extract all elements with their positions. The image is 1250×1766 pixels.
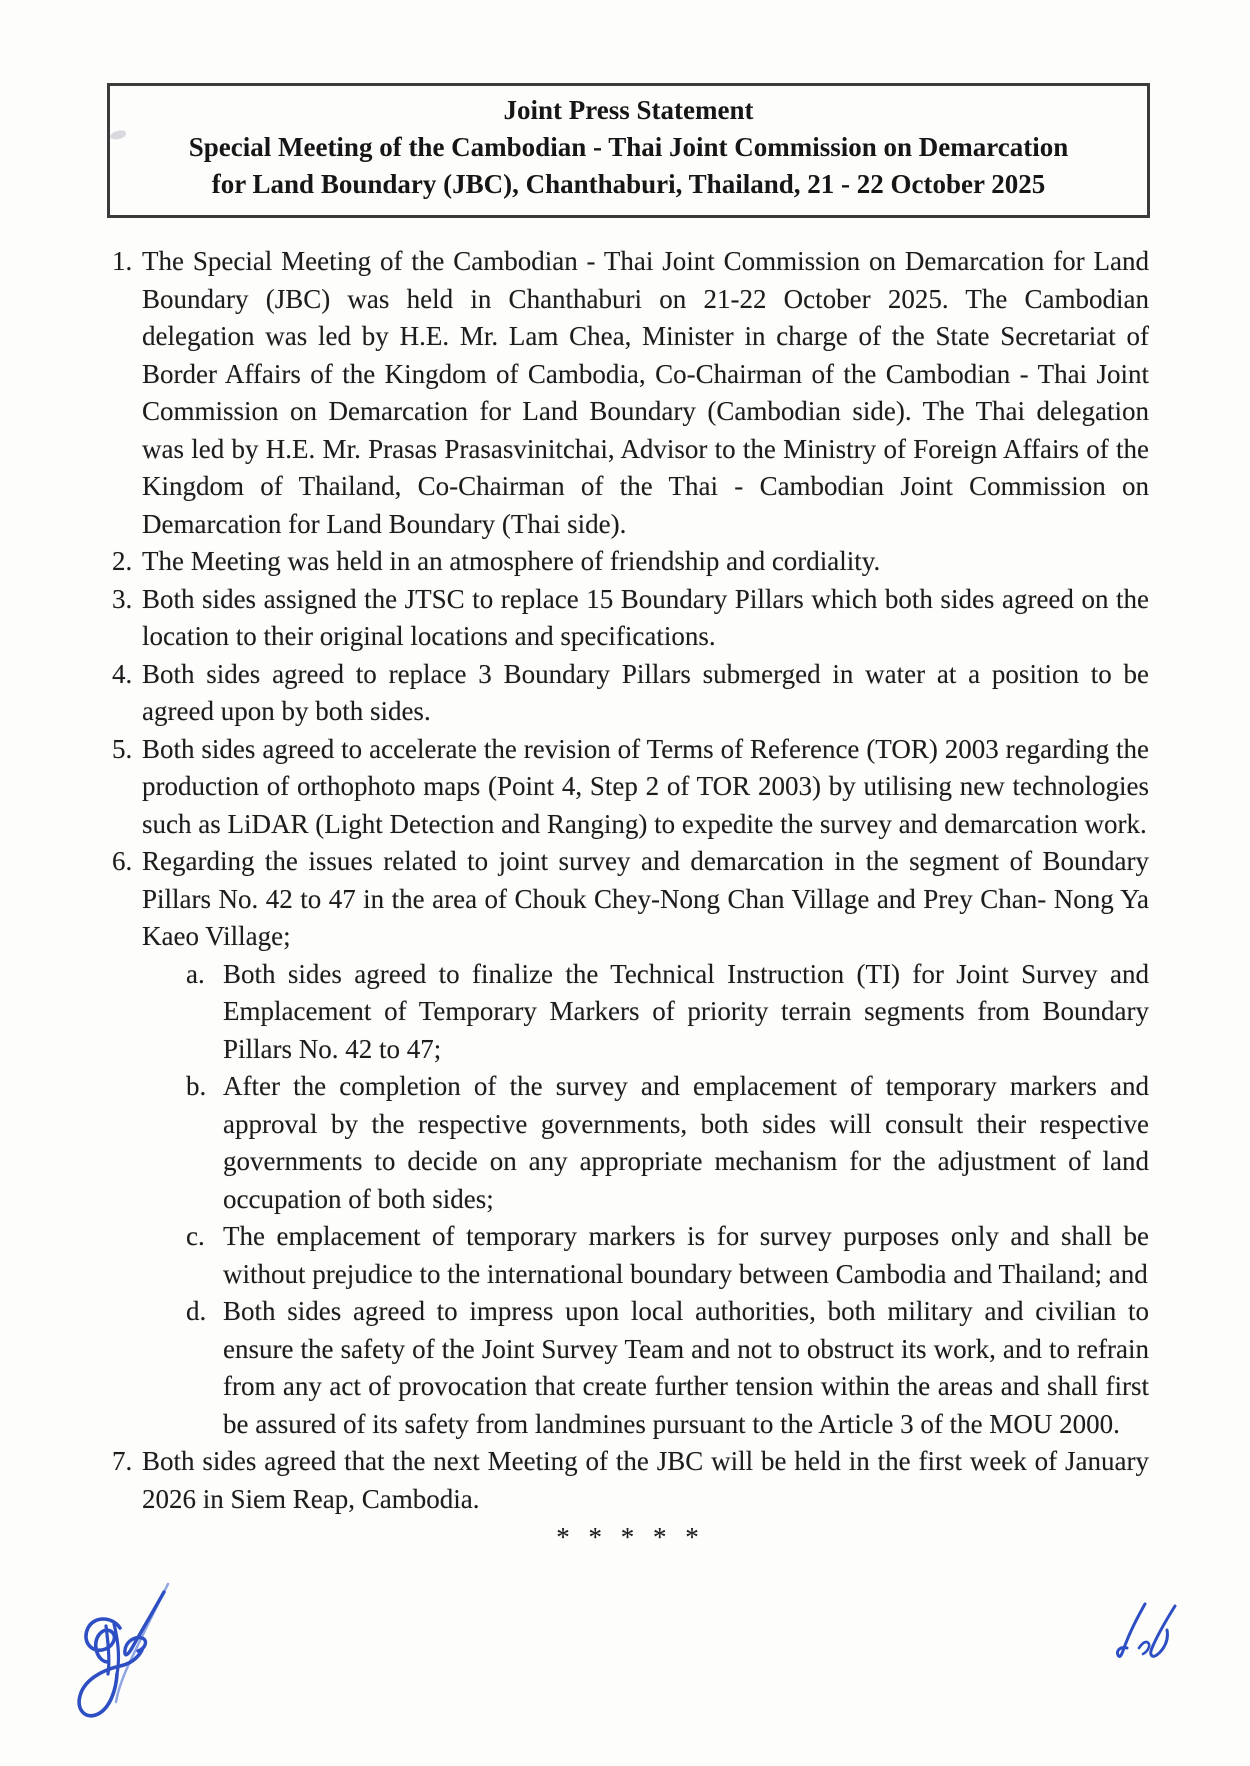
sub-item-letter: b. — [186, 1071, 207, 1101]
list-item-3 — [112, 581, 1149, 656]
item-number: 1. — [112, 246, 133, 276]
list-item-2 — [112, 543, 1149, 581]
item-text: Both sides agreed to replace 3 Boundary Pillars submerged in water at a position to be agreed upon by both sides. — [142, 658, 1149, 726]
item-number: 3. — [112, 583, 133, 614]
sub-item-letter: d. — [186, 1296, 207, 1326]
sub-item-letter: c. — [186, 1221, 205, 1251]
title-box — [107, 83, 1150, 218]
sub-item-b — [186, 1068, 1149, 1218]
sub-item-text: Both sides agreed to finalize the Technical Instruction (TI) for Joint Survey and Emplacement of Temporary Markers of priority terrain segments from Boundary Pillars No. 42 to 47; — [223, 958, 1149, 1064]
signature-right-initial — [1105, 1596, 1185, 1681]
list-item-5 — [112, 731, 1149, 844]
sub-item-letter: a. — [186, 958, 205, 989]
sub-item-d — [186, 1293, 1149, 1443]
sub-item-text: The emplacement of temporary markers is for survey purposes only and shall be without prejudice to the international boundary between Cambodia and Thailand; and — [223, 1221, 1149, 1289]
sub-item-c — [186, 1218, 1149, 1293]
signature-left-initial — [68, 1578, 183, 1733]
document-subtitle-line-1: Special Meeting of the Cambodian - Thai Joint Commission on Demarcation — [188, 132, 1069, 162]
sub-item-text: Both sides agreed to impress upon local authorities, both military and civilian to ensure the safety of the Joint Survey Team and not to obstruct its work, and to refrain from any act of provocation that create further tension within the areas and shall first be assured of its safety from landmines pursuant to the Article 3 of the MOU 2000. — [223, 1296, 1149, 1439]
list-item-1 — [112, 243, 1149, 543]
item-number: 7. — [112, 1446, 133, 1476]
item-number: 5. — [112, 733, 133, 764]
item-text: Regarding the issues related to joint survey and demarcation in the segment of Boundary Pillars No. 42 to 47 in the area of Chouk Chey-Nong Chan Village and Prey Chan- Nong Ya Kaeo Village; — [142, 846, 1149, 951]
item-text: Both sides agreed to accelerate the revision of Terms of Reference (TOR) 2003 regarding the production of orthophoto maps (Point 4, Step 2 of TOR 2003) by utilising new technologies such as LiDAR (Light Detection and Ranging) to expedite the survey and demarcation work. — [142, 733, 1149, 839]
item-number: 2. — [112, 546, 133, 576]
list-item-4 — [112, 656, 1149, 731]
item-6-content — [142, 843, 1149, 1443]
document-subtitle-line-2: for Land Boundary (JBC), Chanthaburi, Thailand, 21 - 22 October 2025 — [211, 169, 1046, 199]
sub-item-text: After the completion of the survey and emplacement of temporary markers and approval by the respective governments, both sides will consult their respective governments to decide on any appropriate mechanism for the adjustment of land occupation of both sides; — [223, 1071, 1149, 1214]
document-title: Joint Press Statement — [503, 95, 754, 125]
item-text: Both sides assigned the JTSC to replace 15 Boundary Pillars which both sides agreed on the location to their original locations and specifications. — [142, 583, 1149, 651]
item-text: Both sides agreed that the next Meeting of the JBC will be held in the first week of January 2026 in Siem Reap, Cambodia. — [142, 1446, 1149, 1514]
sub-item-a — [186, 956, 1149, 1069]
item-number: 4. — [112, 658, 133, 689]
item-number: 6. — [112, 846, 133, 876]
list-item-7 — [112, 1443, 1149, 1518]
item-text: The Special Meeting of the Cambodian - Thai Joint Commission on Demarcation for Land Boundary (JBC) was held in Chanthaburi on 21-22 October 2025. The Cambodian delegation was led by H.E. Mr. Lam Chea, Minister in charge of the State Secretariat of Border Affairs of the Kingdom of Cambodia, Co-Chairman of the Cambodian - Thai Joint Commission on Demarcation for Land Boundary (Cambodian side). The Thai delegation was led by H.E. Mr. Prasas Prasasvinitchai, Advisor to the Ministry of Foreign Affairs of the Kingdom of Thailand, Co-Chairman of the Thai - Cambodian Joint Commission on Demarcation for Land Boundary (Thai side). — [142, 246, 1149, 539]
end-asterisks: * * * * * — [556, 1522, 705, 1552]
document-body — [112, 243, 1149, 1557]
list-item-6 — [112, 843, 1149, 1443]
item-text: The Meeting was held in an atmosphere of friendship and cordiality. — [142, 546, 881, 576]
